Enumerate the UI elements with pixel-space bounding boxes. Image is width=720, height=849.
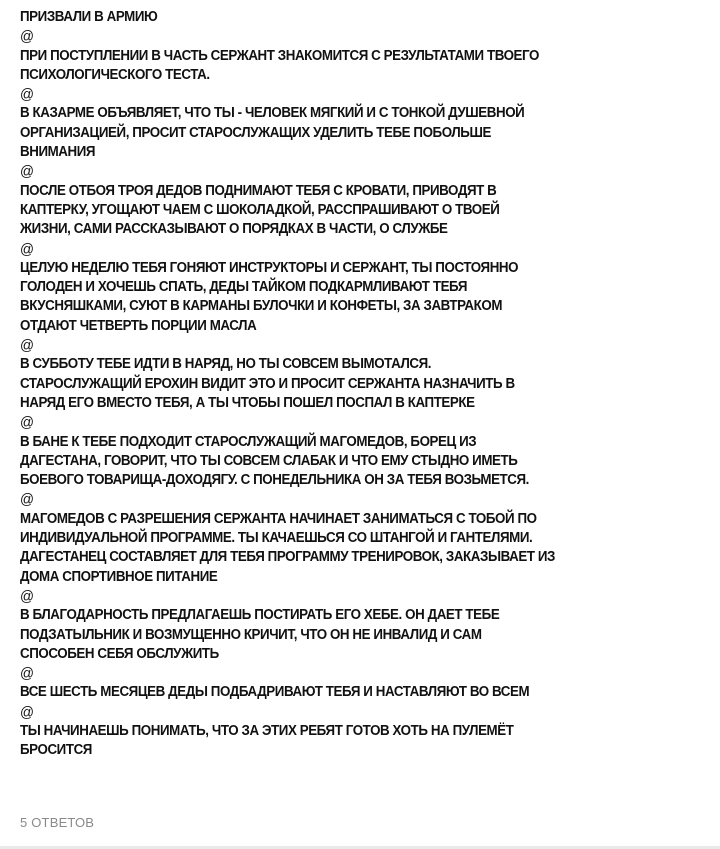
paragraph-line: ДАГЕСТАНА, ГОВОРИТ, ЧТО ТЫ СОВСЕМ СЛАБАК И ЧТО ЕМУ СТЫДНО ИМЕТЬ — [20, 452, 518, 469]
paragraph-line: ГОЛОДЕН И ХОЧЕШЬ СПАТЬ, ДЕДЫ ТАЙКОМ ПОДКАРМЛИВАЮТ ТЕБЯ — [20, 279, 468, 296]
paragraph-line: ТЫ НАЧИНАЕШЬ ПОНИМАТЬ, ЧТО ЗА ЭТИХ РЕБЯТ ГОТОВ ХОТЬ НА ПУЛЕМЁТ — [20, 722, 514, 739]
paragraph-6 — [20, 355, 701, 413]
paragraph-line: ЦЕЛУЮ НЕДЕЛЮ ТЕБЯ ГОНЯЮТ ИНСТРУКТОРЫ И СЕРЖАНТ, ТЫ ПОСТОЯННО — [20, 259, 519, 276]
paragraph-line: ОТДАЮТ ЧЕТВЕРТЬ ПОРЦИИ МАСЛА — [20, 317, 257, 334]
paragraph-line: БОЕВОГО ТОВАРИЩА-ДОХОДЯГУ. С ПОНЕДЕЛЬНИКА ОН ЗА ТЕБЯ ВОЗЬМЕТСЯ. — [20, 472, 529, 489]
paragraph-separator: @ — [20, 240, 34, 258]
post-body — [20, 8, 701, 761]
paragraph-line: ПОДЗАТЫЛЬНИК И ВОЗМУЩЕННО КРИЧИТ, ЧТО ОН НЕ ИНВАЛИД И САМ — [20, 626, 482, 643]
paragraph-7 — [20, 433, 701, 491]
paragraph-line: В КАЗАРМЕ ОБЪЯВЛЯЕТ, ЧТО ТЫ - ЧЕЛОВЕК МЯГКИЙ И С ТОНКОЙ ДУШЕВНОЙ — [20, 105, 525, 122]
paragraph-separator: @ — [20, 86, 34, 104]
paragraph-line: В БАНЕ К ТЕБЕ ПОДХОДИТ СТАРОСЛУЖАЩИЙ МАГОМЕДОВ, БОРЕЦ ИЗ — [20, 433, 477, 450]
paragraph-separator: @ — [20, 665, 34, 683]
paragraph-line: ДАГЕСТАНЕЦ СОСТАВЛЯЕТ ДЛЯ ТЕБЯ ПРОГРАММУ ТРЕНИРОВОК, ЗАКАЗЫВАЕТ ИЗ — [20, 549, 556, 566]
paragraph-11 — [20, 722, 701, 761]
paragraph-line: ПРИ ПОСТУПЛЕНИИ В ЧАСТЬ СЕРЖАНТ ЗНАКОМИТСЯ С РЕЗУЛЬТАТАМИ ТВОЕГО — [20, 47, 539, 64]
paragraph-line: ПОСЛЕ ОТБОЯ ТРОЯ ДЕДОВ ПОДНИМАЮТ ТЕБЯ С КРОВАТИ, ПРИВОДЯТ В — [20, 182, 497, 199]
paragraph-line: В БЛАГОДАРНОСТЬ ПРЕДЛАГАЕШЬ ПОСТИРАТЬ ЕГО ХЕБЕ. ОН ДАЕТ ТЕБЕ — [20, 607, 500, 624]
paragraph-line: ОРГАНИЗАЦИЕЙ, ПРОСИТ СТАРОСЛУЖАЩИХ УДЕЛИТЬ ТЕБЕ ПОБОЛЬШЕ — [20, 124, 491, 141]
paragraph-line: ВСЕ ШЕСТЬ МЕСЯЦЕВ ДЕДЫ ПОДБАДРИВАЮТ ТЕБЯ И НАСТАВЛЯЮТ ВО ВСЕМ — [20, 684, 530, 701]
paragraph-2 — [20, 47, 701, 86]
paragraph-line: МАГОМЕДОВ С РАЗРЕШЕНИЯ СЕРЖАНТА НАЧИНАЕТ ЗАНИМАТЬСЯ С ТОБОЙ ПО — [20, 510, 537, 527]
paragraph-separator: @ — [20, 414, 34, 432]
paragraph-4 — [20, 182, 701, 240]
paragraph-line: ДОМА СПОРТИВНОЕ ПИТАНИЕ — [20, 568, 218, 585]
paragraph-separator: @ — [20, 337, 34, 355]
paragraph-5 — [20, 259, 701, 336]
paragraph-8 — [20, 510, 701, 587]
paragraph-9 — [20, 606, 701, 664]
paragraph-line: ПСИХОЛОГИЧЕСКОГО ТЕСТА. — [20, 66, 210, 83]
paragraph-line: ИНДИВИДУАЛЬНОЙ ПРОГРАММЕ. ТЫ КАЧАЕШЬСЯ СО ШТАНГОЙ И ГАНТЕЛЯМИ. — [20, 530, 533, 547]
paragraph-1 — [20, 8, 701, 27]
paragraph-10 — [20, 683, 701, 702]
paragraph-separator: @ — [20, 703, 34, 721]
replies-link[interactable]: 5 ОТВЕТОВ — [20, 815, 95, 830]
paragraph-separator: @ — [20, 163, 34, 181]
paragraph-separator: @ — [20, 491, 34, 509]
paragraph-line: ПРИЗВАЛИ В АРМИЮ — [20, 9, 158, 25]
paragraph-line: СПОСОБЕН СЕБЯ ОБСЛУЖИТЬ — [20, 645, 219, 662]
paragraph-line: ЖИЗНИ, САМИ РАССКАЗЫВАЮТ О ПОРЯДКАХ В ЧАСТИ, О СЛУЖБЕ — [20, 221, 448, 238]
paragraph-line: ВКУСНЯШКАМИ, СУЮТ В КАРМАНЫ БУЛОЧКИ И КОНФЕТЫ, ЗА ЗАВТРАКОМ — [20, 298, 503, 315]
paragraph-line: СТАРОСЛУЖАЩИЙ ЕРОХИН ВИДИТ ЭТО И ПРОСИТ СЕРЖАНТА НАЗНАЧИТЬ В — [20, 375, 515, 392]
paragraph-3 — [20, 104, 701, 162]
paragraph-line: НАРЯД ЕГО ВМЕСТО ТЕБЯ, А ТЫ ЧТОБЫ ПОШЕЛ ПОСПАЛ В КАПТЕРКЕ — [20, 394, 475, 411]
paragraph-line: КАПТЕРКУ, УГОЩАЮТ ЧАЕМ С ШОКОЛАДКОЙ, РАССПРАШИВАЮТ О ТВОЕЙ — [20, 201, 500, 218]
paragraph-line: ВНИМАНИЯ — [20, 144, 96, 161]
paragraph-separator: @ — [20, 587, 34, 605]
paragraph-line: В СУББОТУ ТЕБЕ ИДТИ В НАРЯД, НО ТЫ СОВСЕМ ВЫМОТАЛСЯ. — [20, 356, 432, 373]
paragraph-line: БРОСИТСЯ — [20, 742, 92, 759]
paragraph-separator: @ — [20, 28, 34, 46]
